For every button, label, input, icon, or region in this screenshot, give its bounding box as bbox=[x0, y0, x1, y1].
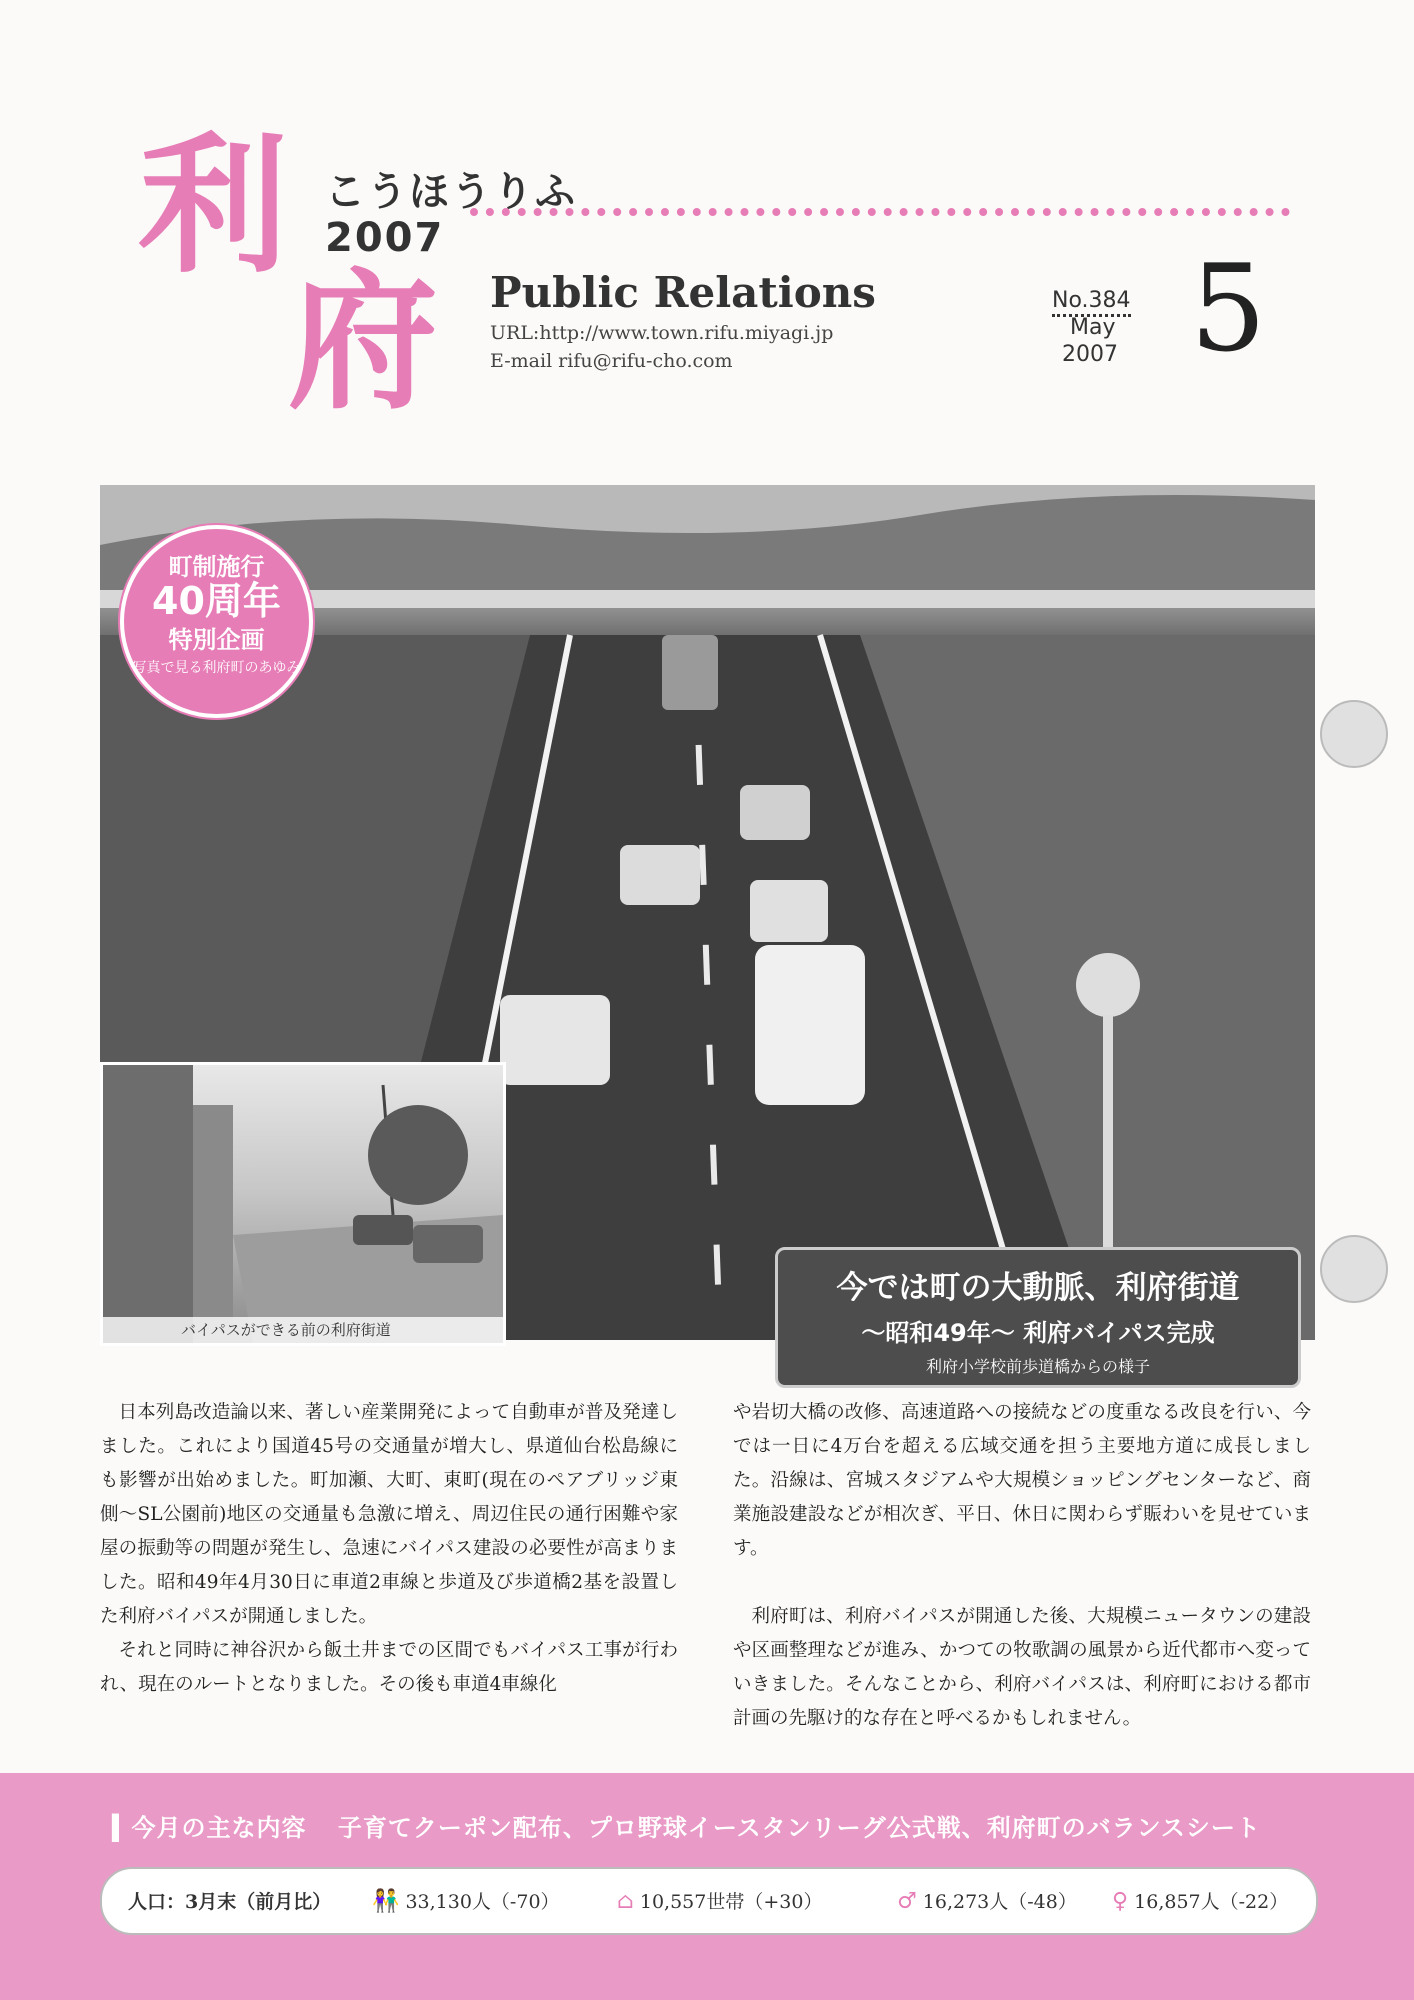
article-paragraph: 日本列島改造論以来、著しい産業開発によって自動車が普及発達しました。これにより国道45号の交通量が増大し、県道仙台松島線にも影響が出始めました。町加瀬、大町、東町(現在のペアブリッジ東側～SL公園前)地区の交通量も急激に増え、周辺住民の通行困難や家屋の振動等の問題が発生し、急速にバイパス建設の必要性が高まりました。昭和49年4月30日に車道2車線と歩道及び歩道橋2基を設置した利府バイパスが開通しました。 bbox=[100, 1402, 678, 1627]
badge-line-3: 特別企画 bbox=[168, 626, 265, 654]
publication-url[interactable]: URL:http://www.town.rifu.miyagi.jp bbox=[490, 322, 834, 344]
publication-email[interactable]: E-mail rifu@rifu-cho.com bbox=[490, 350, 733, 372]
article-paragraph: それと同時に神谷沢から飯土井までの区間でもバイパス工事が行われ、現在のルートとなりました。その後も車道4車線化 bbox=[100, 1640, 678, 1695]
people-icon: 👫 bbox=[372, 1889, 400, 1914]
publication-title: Public Relations bbox=[490, 268, 876, 317]
population-label: 人口：3月末（前月比） bbox=[128, 1891, 332, 1913]
masthead-title-char-fu: 府 bbox=[288, 256, 439, 430]
population-total bbox=[372, 1887, 560, 1914]
square-bullet-icon: ▍ bbox=[112, 1814, 132, 1842]
contents-items: 子育てクーポン配布、プロ野球イースタンリーグ公式戦、利府町のバランスシート bbox=[337, 1814, 1261, 1842]
old-road-illustration bbox=[103, 1065, 503, 1343]
house-icon: ⌂ bbox=[617, 1889, 634, 1914]
badge-line-2: 40周年 bbox=[152, 579, 281, 623]
male-value: 16,273人（-48） bbox=[922, 1891, 1077, 1913]
article-column-left bbox=[100, 1396, 678, 1702]
masthead-year: 2007 bbox=[325, 215, 445, 261]
issue-number: No.384 bbox=[1052, 288, 1131, 317]
article-paragraph: 利府町は、利府バイパスが開通した後、大規模ニュータウンの建設や区画整理などが進み、かつての牧歌調の風景から近代都市へ変っていきました。そんなことから、利府バイパスは、利府町における都市計画の先駆け的な存在と呼べるかもしれません。 bbox=[733, 1606, 1311, 1729]
photo-caption-title: 今では町の大動脈、利府街道 bbox=[836, 1270, 1240, 1306]
female-icon: ♀ bbox=[1112, 1889, 1129, 1914]
male-icon: ♂ bbox=[897, 1889, 917, 1914]
binder-hole-bottom bbox=[1320, 1235, 1388, 1303]
photo-caption-subtitle: ～昭和49年～ 利府バイパス完成 bbox=[861, 1319, 1215, 1347]
population-value: 33,130人（-70） bbox=[405, 1891, 560, 1913]
badge-line-1: 町制施行 bbox=[168, 553, 265, 581]
badge-arc-text: 写真で見る利府町のあゆみ bbox=[132, 660, 301, 676]
female-total bbox=[1112, 1887, 1288, 1914]
masthead-title-char-ri: 利 bbox=[138, 120, 289, 294]
photo-caption-box bbox=[775, 1247, 1301, 1388]
issue-year: 2007 bbox=[1062, 342, 1118, 367]
issue-month: May bbox=[1070, 315, 1116, 340]
inset-photo-old-road bbox=[100, 1062, 506, 1346]
male-total bbox=[897, 1887, 1077, 1914]
monthly-contents bbox=[112, 1808, 1261, 1843]
female-value: 16,857人（-22） bbox=[1134, 1891, 1289, 1913]
inset-caption: バイパスができる前の利府街道 bbox=[103, 1317, 503, 1343]
anniversary-badge bbox=[120, 525, 313, 718]
article-column-right bbox=[733, 1396, 1311, 1736]
photo-caption-note: 利府小学校前歩道橋からの様子 bbox=[925, 1357, 1150, 1376]
population-stats-bar bbox=[100, 1867, 1318, 1935]
masthead-subtitle-kana: こうほうりふ bbox=[325, 169, 577, 215]
households-value: 10,557世帯（+30） bbox=[639, 1891, 823, 1913]
binder-hole-top bbox=[1320, 700, 1388, 768]
contents-label: 今月の主な内容 bbox=[131, 1814, 307, 1842]
dotted-divider bbox=[470, 208, 1290, 216]
issue-big-month: 5 bbox=[1190, 240, 1267, 379]
households-total bbox=[617, 1887, 822, 1914]
article-paragraph: や岩切大橋の改修、高速道路への接続などの度重なる改良を行い、今では一日に4万台を超える広域交通を担う主要地方道に成長しました。沿線は、宮城スタジアムや大規模ショッピングセンターなど、商業施設建設などが相次ぎ、平日、休日に関わらず賑わいを見せています。 bbox=[733, 1402, 1311, 1559]
